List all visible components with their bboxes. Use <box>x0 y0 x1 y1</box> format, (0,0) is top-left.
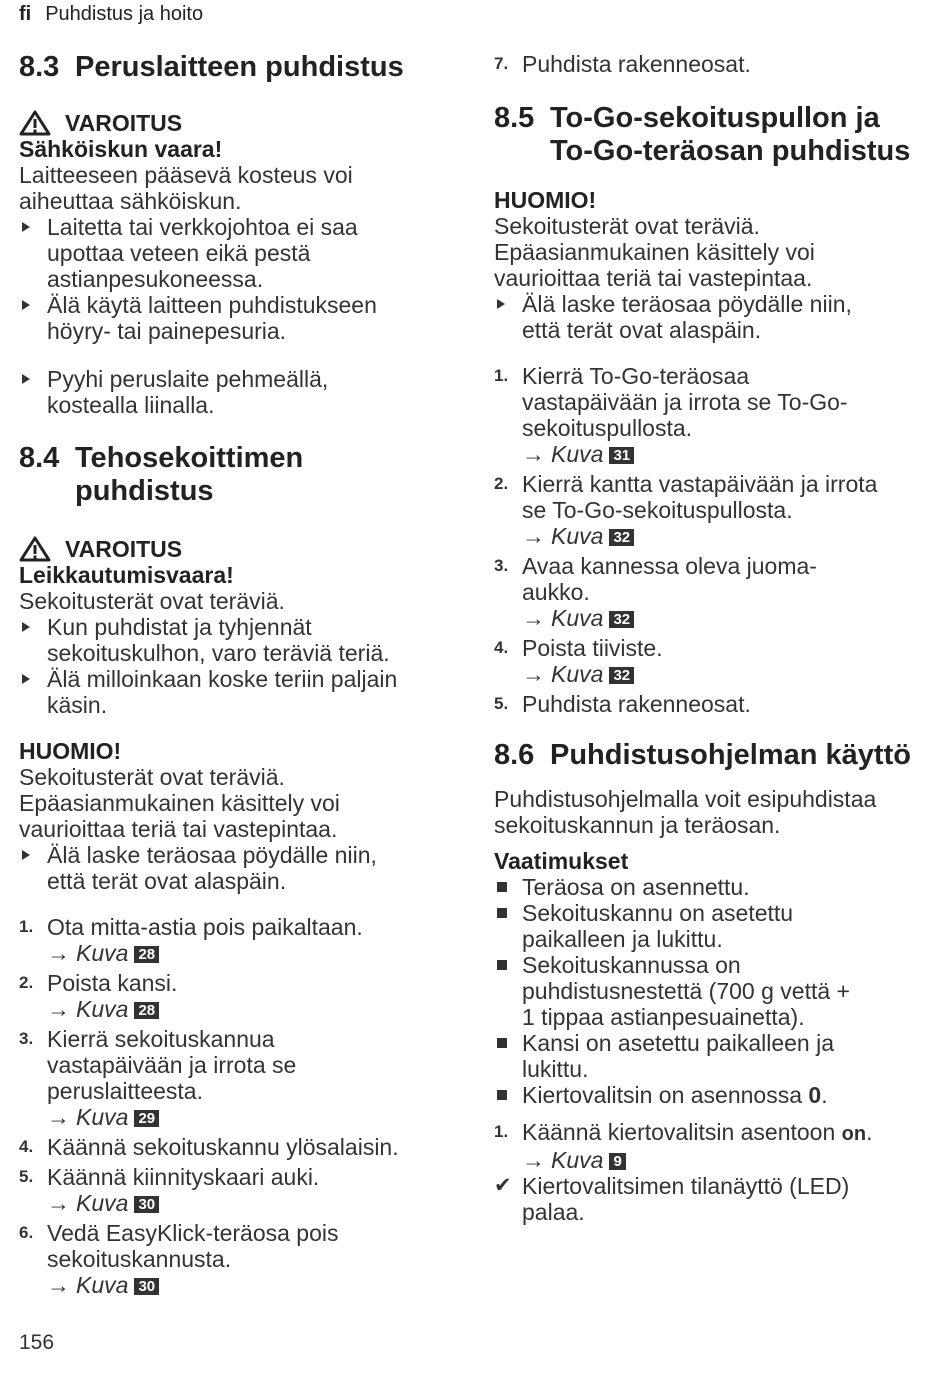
step-item: 5. Puhdista rakenneosat. <box>494 691 751 717</box>
steps-list <box>494 363 934 717</box>
step-item: 3. Kierrä sekoituskannua vastapäivään ja irrota se peruslaitteesta. → Kuva 29 <box>19 1026 444 1130</box>
bullet-square-icon <box>497 960 507 970</box>
figure-reference: → Kuva 31 <box>522 441 934 467</box>
section-intro: Puhdistusohjelmalla voit esipuhdistaa sekoituskannun ja teräosan. <box>494 786 877 838</box>
figure-badge: 32 <box>609 667 634 684</box>
figure-reference: → Kuva 28 <box>47 940 444 966</box>
bullet-arrow-icon <box>22 222 30 232</box>
arrow-right-icon: → <box>522 523 545 549</box>
arrow-right-icon: → <box>522 1147 545 1173</box>
step-item: 1. Kierrä To-Go-teräosaa vastapäivään ja irrota se To-Go- sekoituspullosta. → Kuva 31 <box>494 363 934 467</box>
warning-label: VAROITUS <box>65 110 183 136</box>
checkmark-icon: ✔ <box>494 1174 512 1197</box>
bullet-square-icon <box>497 1038 507 1048</box>
notice-text: Sekoitusterät ovat teräviä. Epäasianmukainen käsittely voi vaurioittaa teriä tai vastepintaa. <box>19 764 340 842</box>
arrow-right-icon: → <box>47 1104 70 1130</box>
page-number: 156 <box>19 1331 55 1354</box>
notice-block <box>494 187 934 343</box>
list-item: Teräosa on asennettu. <box>494 874 934 900</box>
language-code: fi <box>19 3 32 25</box>
list-item: Älä laske teräosaa pöydälle niin, että terät ovat alaspäin. <box>19 842 444 894</box>
requirements-title: Vaatimukset <box>494 848 629 874</box>
arrow-right-icon: → <box>522 605 545 631</box>
figure-reference: → Kuva 32 <box>522 523 934 549</box>
bullet-arrow-icon <box>22 622 30 632</box>
figure-badge: 29 <box>134 1110 159 1127</box>
section-8-3-heading <box>19 51 444 84</box>
bullet-square-icon <box>497 908 507 918</box>
warning-title: Sähköiskun vaara! <box>19 136 223 162</box>
warning-triangle-icon <box>19 110 51 136</box>
running-header <box>19 3 203 26</box>
section-number: 8.6 <box>494 739 535 771</box>
arrow-right-icon: → <box>522 661 545 687</box>
figure-reference: → Kuva 32 <box>522 661 934 687</box>
bullet-square-icon <box>497 882 507 892</box>
step-item: 1. Käännä kiertovalitsin asentoon on. → Kuva 9 <box>494 1119 934 1173</box>
list-item: Älä käytä laitteen puhdistukseen höyry- tai painepesuria. <box>19 292 444 344</box>
steps-list <box>494 1119 934 1225</box>
figure-badge: 9 <box>609 1153 625 1170</box>
figure-badge: 30 <box>134 1196 159 1213</box>
list-item: Kansi on asetettu paikalleen ja lukittu. <box>494 1030 934 1082</box>
figure-reference: → Kuva 29 <box>47 1104 444 1130</box>
figure-badge: 31 <box>609 447 634 464</box>
section-8-6-heading <box>494 739 934 772</box>
bullet-arrow-icon <box>22 674 30 684</box>
bullet-arrow-icon <box>22 374 30 384</box>
warning-text: Sekoitusterät ovat teräviä. <box>19 588 285 614</box>
list-item: Sekoituskannu on asetettu paikalleen ja lukittu. <box>494 900 934 952</box>
arrow-right-icon: → <box>47 1272 70 1298</box>
arrow-right-icon: → <box>522 441 545 467</box>
figure-reference: → Kuva 30 <box>47 1272 444 1298</box>
bullet-square-icon <box>497 1090 507 1100</box>
bullet-arrow-icon <box>22 300 30 310</box>
instruction <box>19 366 444 418</box>
list-item: Laitetta tai verkkojohtoa ei saa upottaa veteen eikä pestä astianpesukoneessa. <box>19 214 444 292</box>
figure-badge: 32 <box>609 529 634 546</box>
result-item: ✔ Kiertovalitsimen tilanäyttö (LED) palaa. <box>494 1173 850 1225</box>
arrow-right-icon: → <box>47 940 70 966</box>
section-number: 8.4 <box>19 442 60 474</box>
notice-block <box>19 738 444 894</box>
step-item: 1. Ota mitta-astia pois paikaltaan. → Kuva 28 <box>19 914 444 966</box>
header-title: Puhdistus ja hoito <box>45 3 204 25</box>
step-item: 4. Poista tiiviste. → Kuva 32 <box>494 635 934 687</box>
list-item: Pyyhi peruslaite pehmeällä, kostealla liinalla. <box>19 366 444 418</box>
warning-cut <box>19 536 444 718</box>
step-item: 2. Kierrä kantta vastapäivään ja irrota se To-Go-sekoituspullosta. → Kuva 32 <box>494 471 934 549</box>
notice-text: Sekoitusterät ovat teräviä. Epäasianmukainen käsittely voi vaurioittaa teriä tai vastepintaa. <box>494 213 815 291</box>
section-title: Peruslaitteen puhdistus <box>75 51 404 83</box>
step-item: 2. Poista kansi. → Kuva 28 <box>19 970 444 1022</box>
figure-badge: 32 <box>609 611 634 628</box>
figure-reference: → Kuva 9 <box>522 1147 934 1173</box>
bullet-arrow-icon <box>22 850 30 860</box>
list-item: Sekoituskannussa on puhdistusnestettä (700 g vettä + 1 tippaa astianpesuainetta). <box>494 952 934 1030</box>
list-item: Kun puhdistat ja tyhjennät sekoituskulhon, varo teräviä teriä. <box>19 614 444 666</box>
step-item: 4. Käännä sekoituskannu ylösalaisin. <box>19 1134 399 1160</box>
warning-triangle-icon <box>19 536 51 562</box>
section-8-4-heading <box>19 442 444 508</box>
warning-label: VAROITUS <box>65 536 183 562</box>
section-number: 8.5 <box>494 102 535 134</box>
figure-reference: → Kuva 32 <box>522 605 934 631</box>
notice-title: HUOMIO! <box>19 738 122 764</box>
arrow-right-icon: → <box>47 1190 70 1216</box>
notice-title: HUOMIO! <box>494 187 597 213</box>
figure-reference: → Kuva 30 <box>47 1190 444 1216</box>
list-item: Älä laske teräosaa pöydälle niin, että terät ovat alaspäin. <box>494 291 934 343</box>
step-item: 5. Käännä kiinnityskaari auki. → Kuva 30 <box>19 1164 444 1216</box>
section-8-5-heading <box>494 102 934 168</box>
warning-text: Laitteeseen pääsevä kosteus voi aiheuttaa sähköiskun. <box>19 162 353 214</box>
list-item: Älä milloinkaan koske teriin paljain käsin. <box>19 666 444 718</box>
section-title: To-Go-sekoituspullon ja To-Go-teräosan puhdistus <box>550 102 911 167</box>
figure-badge: 28 <box>134 1002 159 1019</box>
steps-list <box>19 914 444 1298</box>
list-item: Kiertovalitsin on asennossa 0. <box>494 1082 934 1108</box>
requirements <box>494 848 934 1108</box>
step-item: 3. Avaa kannessa oleva juoma- aukko. → Kuva 32 <box>494 553 934 631</box>
warning-electric <box>19 110 444 344</box>
arrow-right-icon: → <box>47 996 70 1022</box>
warning-title: Leikkautumisvaara! <box>19 562 234 588</box>
section-title: Tehosekoittimen puhdistus <box>75 442 304 507</box>
step-item: 7. Puhdista rakenneosat. <box>494 51 751 77</box>
figure-badge: 30 <box>134 1278 159 1295</box>
figure-badge: 28 <box>134 946 159 963</box>
section-title: Puhdistusohjelman käyttö <box>550 739 911 771</box>
figure-reference: → Kuva 28 <box>47 996 444 1022</box>
section-number: 8.3 <box>19 51 60 83</box>
step-item: 6. Vedä EasyKlick-teräosa pois sekoituskannusta. → Kuva 30 <box>19 1220 444 1298</box>
bullet-arrow-icon <box>497 299 505 309</box>
